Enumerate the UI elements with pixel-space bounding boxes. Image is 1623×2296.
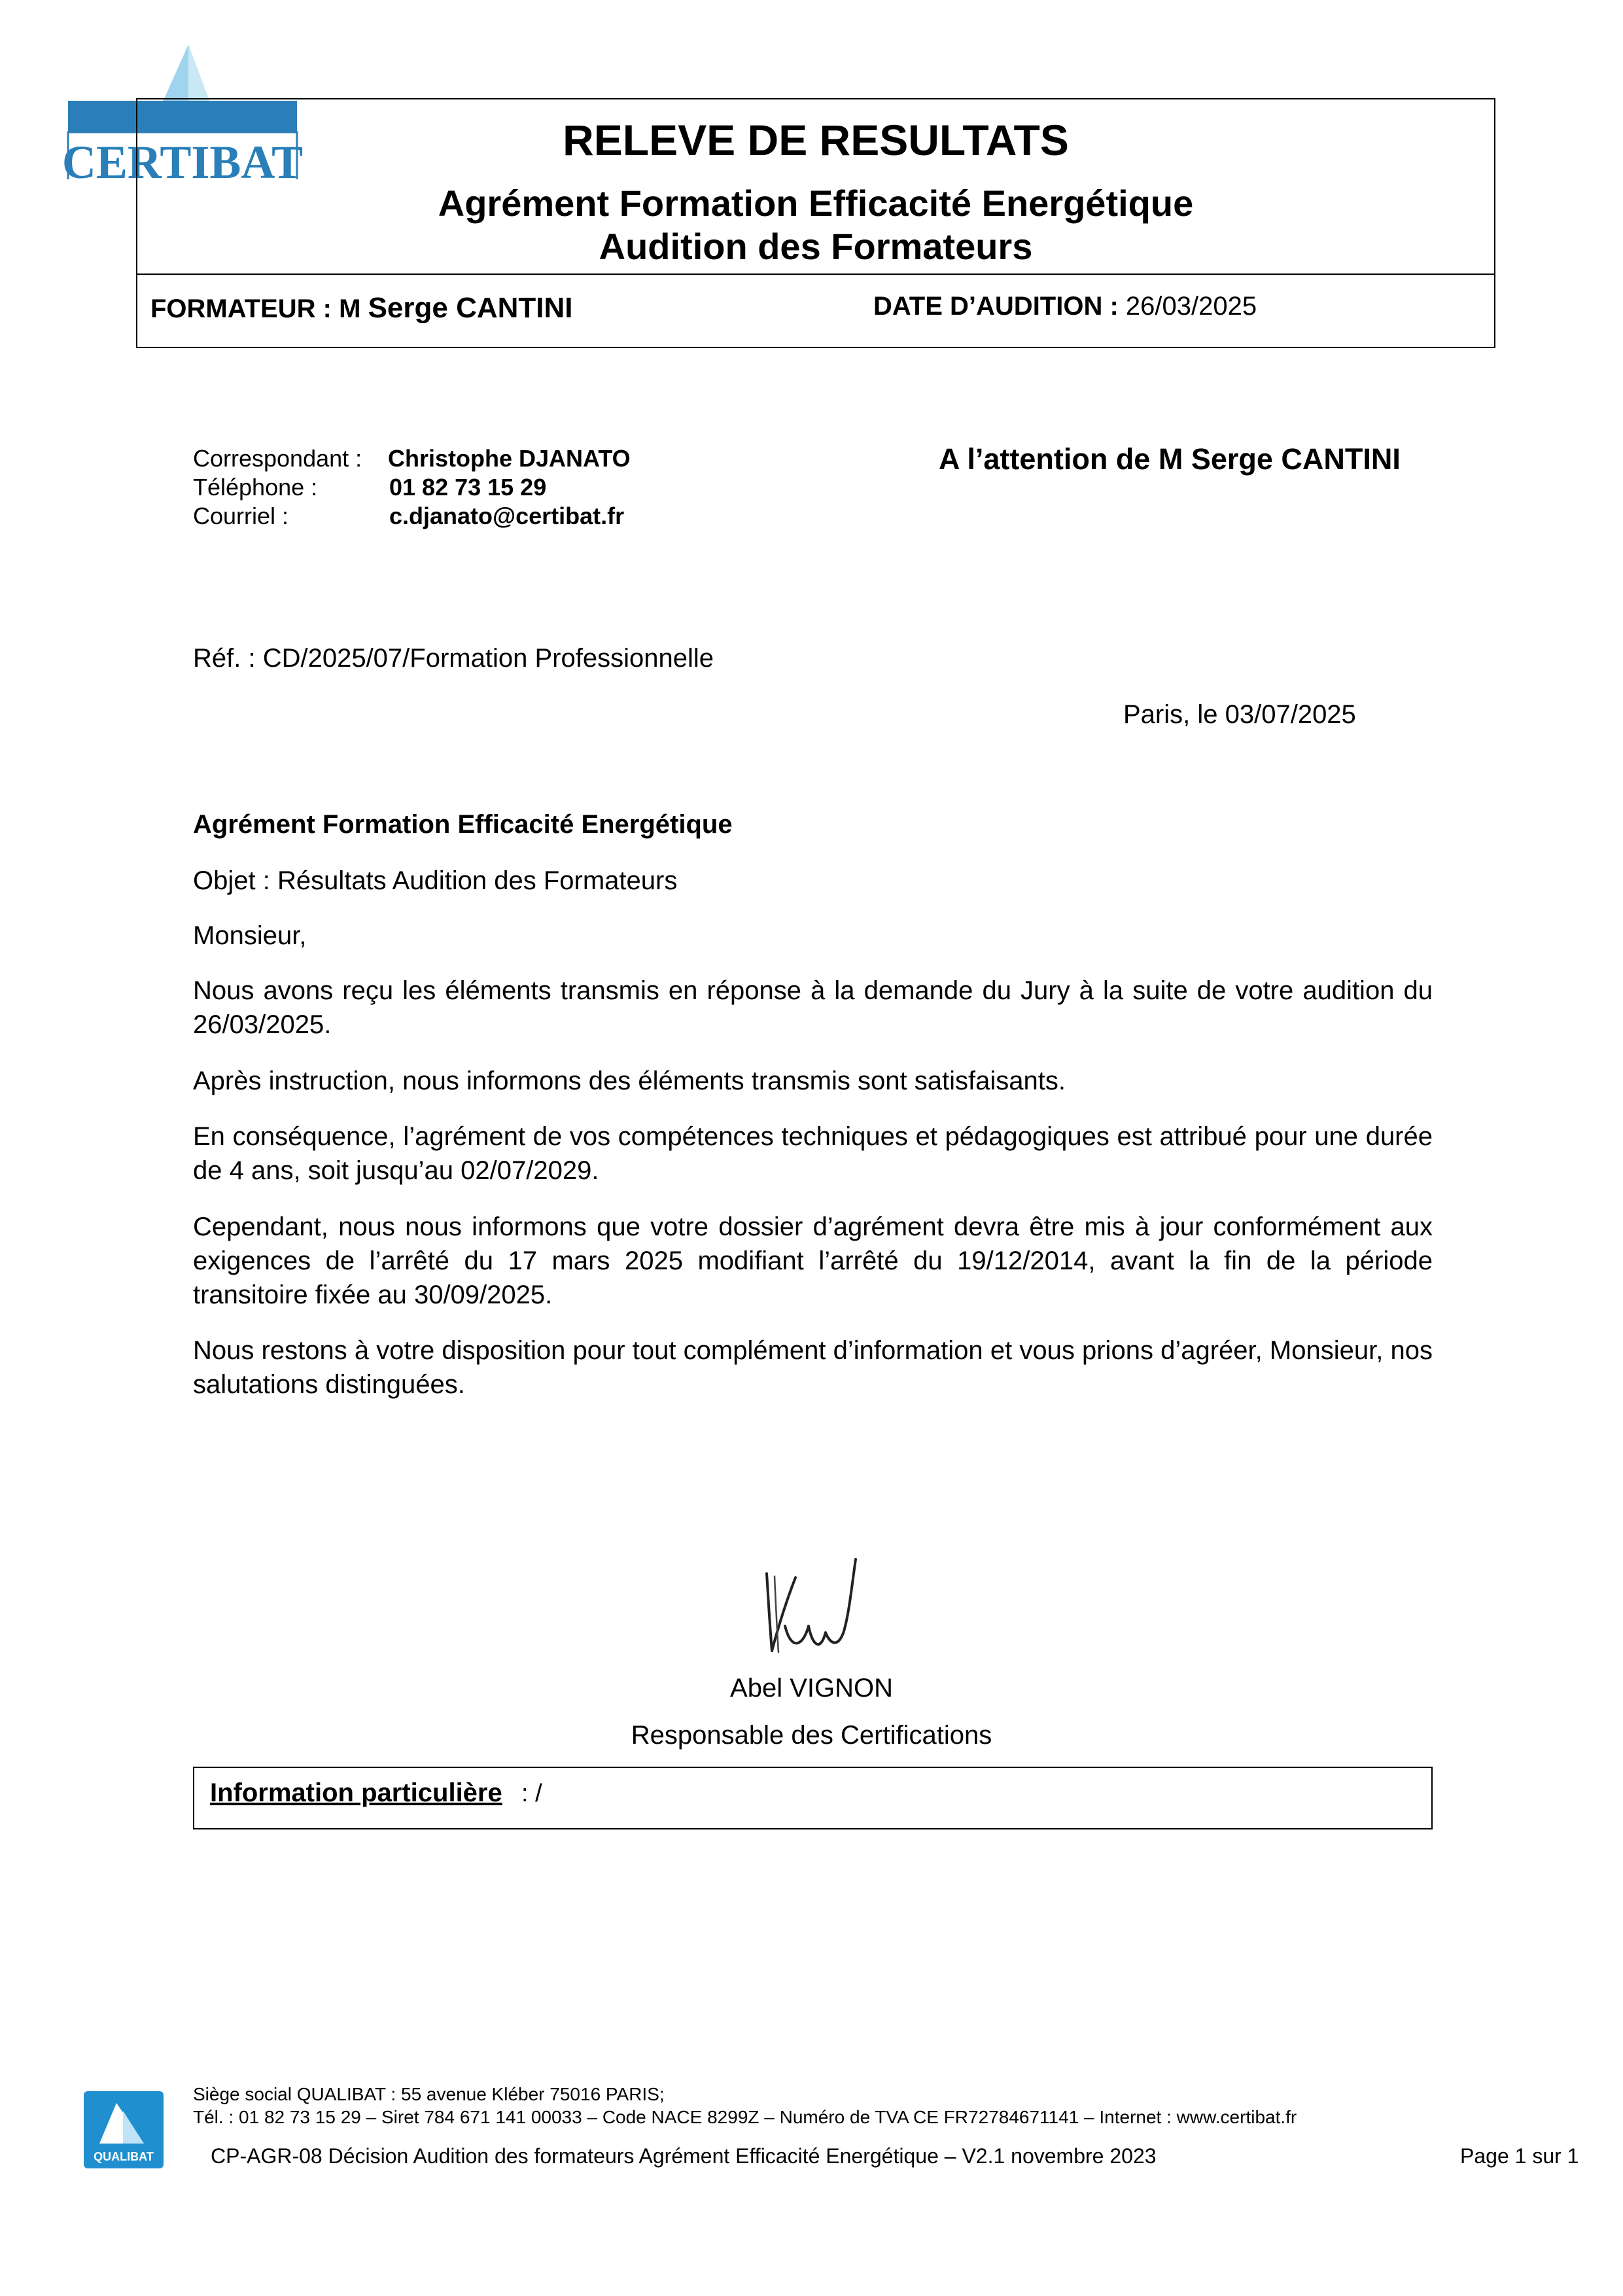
letter-paragraph-1: Nous avons reçu les éléments transmis en réponse à la demande du Jury à la suite de votre audition du 26/03/2025.	[193, 976, 1433, 1039]
document-subtitle-line1: Agrément Formation Efficacité Energétique	[438, 183, 1194, 224]
audition-date-value: 26/03/2025	[1125, 292, 1257, 321]
telephone-label: Téléphone :	[193, 474, 318, 501]
formateur-field	[150, 292, 573, 325]
letter-objet: Objet : Résultats Audition des Formateurs	[193, 866, 678, 895]
header-box	[136, 98, 1495, 348]
header-divider	[137, 274, 1494, 275]
letter-paragraph-5: Nous restons à votre disposition pour tout complément d’information et vous prions d’agréer, Monsieur, nos salutations distinguées.	[193, 1336, 1433, 1399]
qualibat-logo	[84, 2091, 164, 2168]
audition-date-field	[873, 292, 1257, 321]
correspondant-value: Christophe DJANATO	[388, 445, 631, 472]
formateur-label: FORMATEUR : M	[150, 294, 361, 323]
document-subtitle-line2: Audition des Formateurs	[599, 226, 1033, 267]
information-value: : /	[521, 1780, 542, 1807]
courriel-label: Courriel :	[193, 503, 289, 529]
letter-heading: Agrément Formation Efficacité Energétique	[193, 810, 733, 839]
qualibat-logo-text: QUALIBAT	[94, 2150, 154, 2163]
document-title: RELEVE DE RESULTATS	[563, 116, 1069, 164]
reference: Réf. : CD/2025/07/Formation Professionnelle	[193, 644, 714, 673]
attention-line: A l’attention de M Serge CANTINI	[939, 442, 1401, 476]
information-box	[193, 1767, 1433, 1829]
place-date: Paris, le 03/07/2025	[1123, 700, 1356, 729]
signer-role: Responsable des Certifications	[631, 1721, 992, 1750]
information-label: Information particulière	[210, 1778, 502, 1807]
formateur-name: Serge CANTINI	[368, 292, 573, 324]
signer-name: Abel VIGNON	[730, 1674, 893, 1703]
correspondant-label: Correspondant :	[193, 445, 362, 472]
footer-address: Siège social QUALIBAT : 55 avenue Kléber 75016 PARIS;	[193, 2084, 665, 2104]
letter-salutation: Monsieur,	[193, 921, 307, 950]
audition-date-label: DATE D’AUDITION :	[873, 292, 1119, 321]
footer-legal-info: Tél. : 01 82 73 15 29 – Siret 784 671 141 00033 – Code NACE 8299Z – Numéro de TVA CE FR72784671141 – Internet : www.certibat.fr	[193, 2107, 1297, 2127]
page-number: Page 1 sur 1	[1460, 2144, 1579, 2168]
courriel-value[interactable]: c.djanato@certibat.fr	[389, 503, 625, 529]
telephone-value: 01 82 73 15 29	[389, 474, 547, 501]
letter-paragraph-4: Cependant, nous nous informons que votre dossier d’agrément devra être mis à jour conformément aux exigences de l’arrêté du 17 mars 2025 modifiant l’arrêté du 19/12/2014, avant la fin de la période transitoire fixée au 30/09/2025.	[193, 1212, 1433, 1309]
logo-text: CERTIBAT	[61, 136, 304, 179]
letter-paragraph-3: En conséquence, l’agrément de vos compétences techniques et pédagogiques est attribué pour une durée de 4 ans, soit jusqu’au 02/07/2029.	[193, 1122, 1433, 1185]
handwritten-signature	[752, 1547, 870, 1659]
letter-paragraph-2: Après instruction, nous informons des éléments transmis sont satisfaisants.	[193, 1067, 1066, 1095]
footer-document-ref: CP-AGR-08 Décision Audition des formateurs Agrément Efficacité Energétique – V2.1 novembre 2023	[211, 2144, 1157, 2168]
